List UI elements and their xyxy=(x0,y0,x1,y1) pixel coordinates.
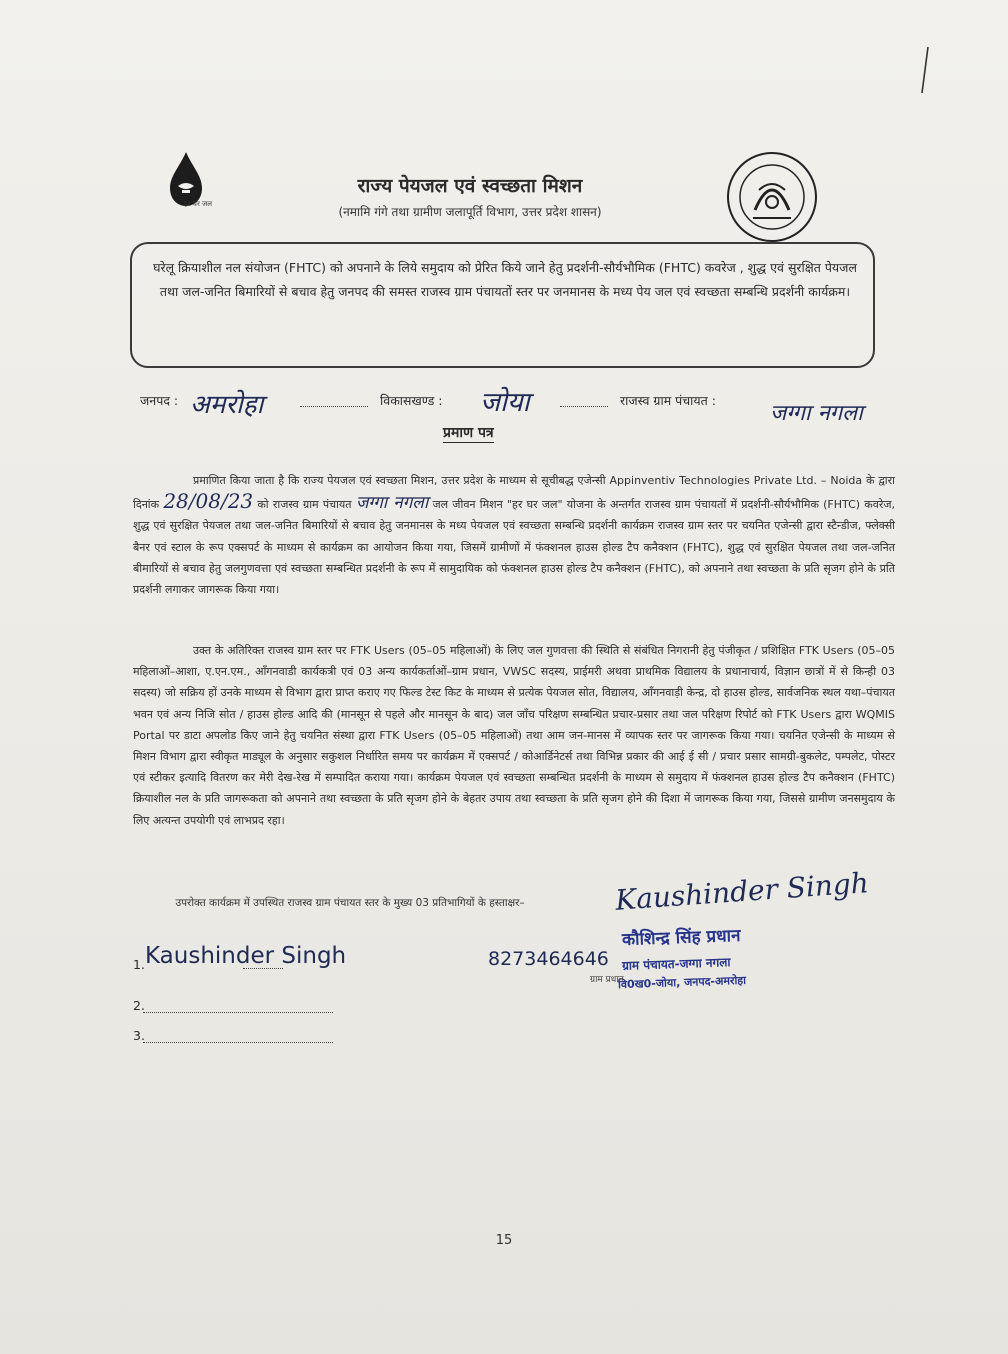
logo-caption: हर घर जल xyxy=(184,200,212,208)
paragraph-1 xyxy=(133,470,895,600)
para1-intro: प्रमाणित किया जाता है कि राज्य पेयजल एवं स्वच्छता मिशन, उत्तर प्रदेश के माध्यम से सूचीबद्ध एजेन्सी Appinventiv Technologies Private Ltd. – Noida के द्वारा दिनांक xyxy=(133,474,895,512)
block-value: जोया xyxy=(480,387,530,418)
certificate-title: प्रमाण पत्र xyxy=(443,425,494,441)
para1-mid: को राजस्व ग्राम पंचायत xyxy=(257,498,352,512)
stamp-line-3: वि0ख0-जोया, जनपद-अमरोहा xyxy=(617,973,747,992)
signature-entry-1-name: Kaushinder Singh xyxy=(145,943,347,969)
panchayat-label: राजस्व ग्राम पंचायत : xyxy=(620,393,716,408)
para1-panchayat: जग्गा नगला xyxy=(355,493,429,514)
notice-text: घरेलू क्रियाशील नल संयोजन (FHTC) को अपनाने के लिये समुदाय को प्रेरित किये जाने हेतु प्रदर्शनी-सौर्यभौमिक (FHTC) कवरेज , शुद्ध एवं सुरक्षित पेयजल तथा जल-जनित बिमारियों से बचाव हेतु जनपद की समस्त राजस्व ग्राम पंचायतों स्तर पर जनमानस के मध्य पेय जल एवं स्वच्छता सम्बन्धि प्रदर्शनी कार्यक्रम। xyxy=(153,260,857,299)
stamp-line-1: कौशिन्द्र सिंह प्रधान xyxy=(621,925,741,951)
stamp-line-2: ग्राम पंचायत-जग्गा नगला xyxy=(621,955,731,973)
para1-rest: जल जीवन मिशन "हर घर जल" योजना के अन्तर्गत राजस्व ग्राम पंचायतों में प्रदर्शनी-सौर्यभौमिक (FHTC) कवरेज, शुद्ध एवं सुरक्षित पेयजल तथा जल-जनित बिमारियों से बचाव हेतु जनमानस के मध्य पेयजल एवं स्वच्छता सम्बन्धि प्रदर्शनी कार्यक्रम राजस्व ग्राम स्तर पर चयनित एजेन्सी द्वारा स्टैन्डीज, फ्लेक्सी बैनर एवं स्टाल के रूप एक्सपर्ट के माध्यम से कार्यक्रम का आयोजन किया गया, जिसमें ग्रामीणों में फंक्शनल हाउस होल्ड टैप कनैक्शन (FHTC), शुद्ध एवं सुरक्षित पेयजल तथा जल-जनित बीमारियों से बचाव हेतु जलगुणवत्ता एवं स्वच्छता सम्बन्धित प्रदर्शनी के रूप में सामुदायिक को फंक्शनल हाउस होल्ड टैप कनैक्शन (FHTC), को अपनाने तथा स्वच्छता के प्रति सृजग होने के प्रति प्रदर्शनी लगाकर जागरूक किया गया। xyxy=(133,498,895,597)
signatures-intro: उपरोक्त कार्यक्रम में उपस्थित राजस्व ग्राम पंचायत स्तर के मुख्य 03 प्रतिभागियों के हस्ताक्षर– xyxy=(175,897,525,909)
district-label: जनपद : xyxy=(140,393,179,408)
paragraph-2: उक्त के अतिरिक्त राजस्व ग्राम स्तर पर FTK Users (05–05 महिलाओं) के लिए जल गुणवत्ता की स्थिति से संबंधित निगरानी हेतु पंजीकृत / प्रशिक्षित FTK Users (05–05 महिलाओं–आशा, ए.एन.एम., आँगनवाडी कार्यकत्री एवं 03 अन्य कार्यकर्ताओं–ग्राम प्रधान, VWSC सदस्य, प्राईमरी अथवा प्राथमिक विद्यालय के प्रधानाचार्य, विज्ञान छात्रों में से किन्ही 03 सदस्य) जो सक्रिय हों उनके माध्यम से विभाग द्वारा प्राप्त कराए गए फिल्ड टेस्ट किट के माध्यम से प्रत्येक पेयजल सोत, विद्यालय, आँगनवाड़ी केन्द्र, दो हाउस होल्ड, सार्वजनिक स्थल यथा–पंचायत भवन एवं अन्य निजि सोत / हाउस होल्ड आदि की (मानसून से पहले और मानसून के बाद) जल जाँच परिक्षण सम्बन्धित प्रचार-प्रसार तथा जल परिक्षण रिपोर्ट को FTK Users द्वारा WQMIS Portal पर डाटा अपलोड किए जाने हेतु चयनित संस्था द्वारा FTK Users (05–05 महिलाओं) तथा आम जन-मानस में व्यापक स्तर पर जागरूक किया गया। चयनित एजेन्सी के माध्यम से मिशन विभाग द्वारा स्वीकृत माड्यूल के अनुसार सकुशल निर्धारित समय पर कार्यक्रम में एक्सपर्ट / कोआर्डिनेटर्स तथा विभिन्न प्रकार की आई ई सी / प्रचार प्रसार सामग्री-बुकलेट, पम्पलेट, पोस्टर एवं स्टीकर इत्यादि वितरण कर मेरी देख-रेख में सम्पादित कराया गया। कार्यक्रम पेयजल एवं स्वच्छता सम्बन्धित प्रदर्शनी के माध्यम से समुदाय में फंक्शनल हाउस होल्ड टैप कनैक्शन (FHTC) क्रियाशील नल के प्रति जागरूकता को अपनाने तथा स्वच्छता के प्रति सृजग होने के बेहतर उपाय तथा स्वच्छता के प्रति सृजग होने की दिशा में जागरूक किया गया, जिससे ग्रामीण जनसमुदाय के लिए अत्यन्त उपयोगी एवं लाभप्रद रहा। xyxy=(133,644,895,827)
page-subtitle: (नमामि गंगे तथा ग्रामीण जलापूर्ति विभाग, उत्तर प्रदेश शासन) xyxy=(338,205,602,219)
up-state-emblem-seal xyxy=(725,150,819,244)
pen-mark xyxy=(920,45,930,95)
block-dots xyxy=(560,394,608,407)
stamp-caption: ग्राम प्रधान xyxy=(590,975,624,985)
signature-entry-3-num: 3. xyxy=(133,1028,145,1043)
water-drop-logo-icon xyxy=(160,150,240,240)
event-date: 28/08/23 xyxy=(163,489,254,514)
pradhan-signature: Kaushinder Singh xyxy=(614,866,870,917)
block-label: विकासखण्ड : xyxy=(380,393,443,408)
signature-entry-3-dots xyxy=(143,1036,333,1043)
district-value: अमरोहा xyxy=(190,390,264,420)
signature-entry-2-num: 2. xyxy=(133,998,145,1013)
signature-entry-1-dots xyxy=(243,966,283,969)
page-title: राज्य पेयजल एवं स्वच्छता मिशन xyxy=(357,175,583,197)
panchayat-value: जग्गा नगला xyxy=(770,401,863,426)
signature-entry-2-dots xyxy=(143,1006,333,1013)
pradhan-phone: 8273464646 xyxy=(488,948,609,970)
page-number: 15 xyxy=(495,1233,513,1248)
district-dots xyxy=(300,394,368,407)
signature-entry-1-num: 1. xyxy=(133,957,145,972)
